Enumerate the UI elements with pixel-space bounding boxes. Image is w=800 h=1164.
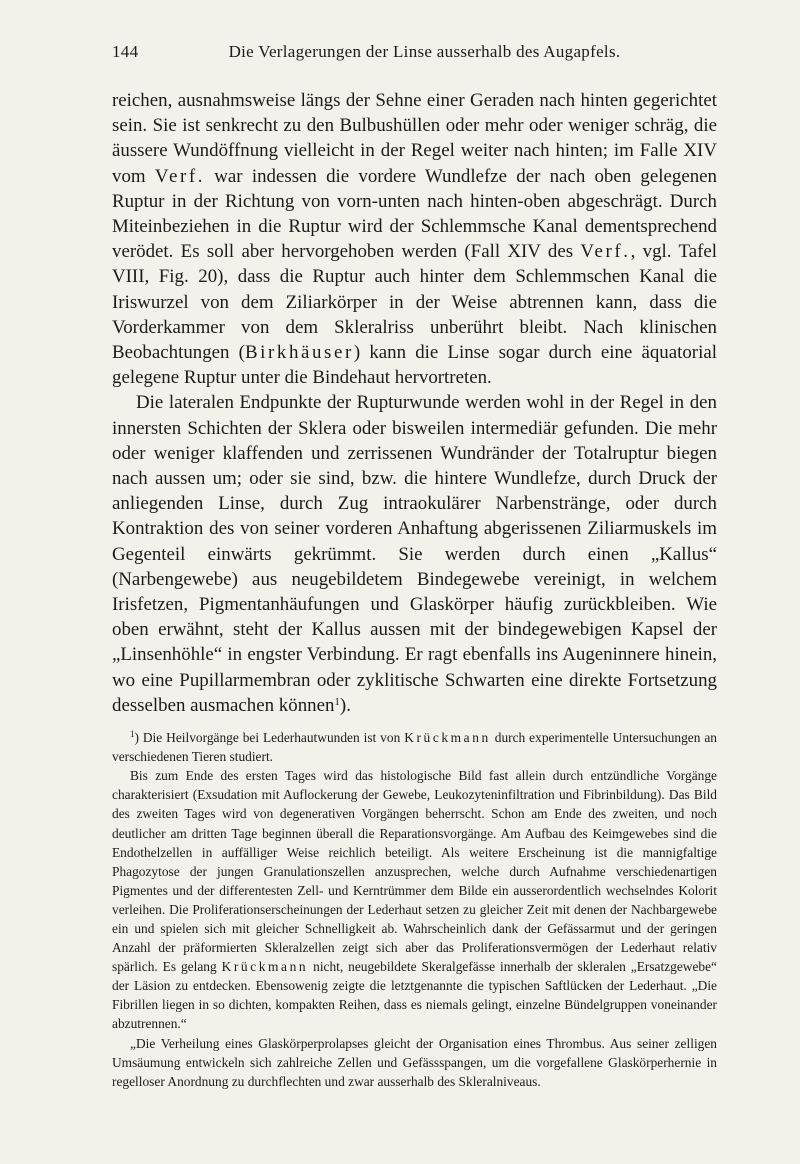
- footnote-reference: 1: [334, 695, 340, 708]
- author-abbrev: Verf.: [580, 241, 631, 263]
- text-run: nicht, neugebildete Skeralgefässe innerhalb der skleralen „Ersatzgewebe“ der Läsion zu entdecken. Ebensowenig zeigte die letztgenannte die typischen Saftlücken der Lederhaut. „Die Fibrillen liegen in so dichten, kompakten Reihen, dass es niemals gelingt, einzelne Bündelgruppen voneinander abzutrennen.“: [112, 959, 717, 1032]
- author-name: Krückmann: [221, 959, 309, 975]
- paragraph-1: [112, 88, 717, 390]
- footnote-paragraph: „Die Verheilung eines Glaskörperprolapses gleicht der Organisation eines Thrombus. Aus seiner zelligen Umsäumung entwickeln sich zahlreiche Zellen und Gefässspangen, um die vorgefallene Glaskörperhernie in regelloser Anordnung zu durchflechten und zwar ausserhalb des Skleralniveaus.: [112, 1035, 717, 1089]
- text-run: ) Die Heilvorgänge bei Lederhautwunden ist von: [134, 730, 405, 746]
- book-page: [112, 42, 717, 1091]
- running-title: Die Verlagerungen der Linse ausserhalb des Augapfels.: [228, 42, 621, 61]
- paragraph-2: [112, 390, 717, 718]
- text-run: war indessen die vordere Wundlefze der nach oben gelegenen Ruptur in der Richtung von vorn-unten nach hinten-oben abgeschrägt. Durch Miteinbeziehen in die Ruptur wird der Schlemmsche Kanal dementsprechend verödet. Es soll aber hervorgehoben werden (Fall XIV des: [112, 165, 717, 263]
- page-header: [112, 42, 717, 68]
- text-run: durch experimentelle Untersuchungen an verschiedenen Tieren studiert.: [112, 730, 717, 765]
- text-run: reichen, ausnahmsweise längs der Sehne einer Geraden nach hinten gegerichtet sein. Sie ist senkrecht zu den Bulbushüllen oder mehr oder weniger schräg, die äussere Wundöffnung vielleicht in der Regel weiter nach hinten; im Falle XIV vom: [112, 90, 717, 187]
- footnotes: [112, 728, 717, 1091]
- text-run: ).: [339, 694, 351, 716]
- text-run: Die lateralen Endpunkte der Rupturwunde werden wohl in der Regel in den innersten Schichten der Sklera oder bisweilen intermediär gefunden. Die mehr oder weniger klaffenden und zerrissenen Wundränder der Totalruptur biegen nach aussen um; oder sie sind, bzw. die hintere Wundlefze, durch Druck der anliegenden Linse, durch Zug intraokulärer Narbenstränge, oder durch Kontraktion des von seiner vorderen Anhaftung abgerissenen Ziliarmuskels im Gegenteil einwärts gekrümmt. Sie werden durch einen „Kallus“ (Narbengewebe) aus neugebildetem Bindegewebe vereinigt, in welchem Irisfetzen, Pigmentanhäufungen und Glaskörper häufig zurückbleiben. Wie oben erwähnt, steht der Kallus aussen mit der bindegewebigen Kapsel der „Linsenhöhle“ in engster Verbindung. Er ragt ebenfalls ins Augeninnere hinein, wo eine Pupillarmembran oder zyklitische Schwarten eine direkte Fortsetzung desselben ausmachen können: [112, 392, 717, 716]
- main-text: [112, 88, 717, 718]
- footnote-mark: 1: [130, 729, 135, 740]
- text-run: ) kann die Linse sogar durch eine äquatorial gelegene Ruptur unter die Bindehaut hervortreten.: [112, 342, 717, 389]
- footnote-paragraph: [112, 766, 717, 1033]
- author-name: Krückmann: [404, 730, 491, 746]
- page-number: 144: [112, 42, 139, 61]
- author-abbrev: Verf.: [154, 165, 206, 187]
- author-name: Birkhäuser: [244, 342, 354, 364]
- text-run: Bis zum Ende des ersten Tages wird das histologische Bild fast allein durch entzündliche Vorgänge charakterisiert (Exsudation mit Auflockerung der Gewebe, Leukozyteninfiltration und Fibrinbildung). Das Bild des zweiten Tages wird von degenerativen Vorgängen beherrscht. Schon am Ende des zweiten, und noch deutlicher am dritten Tage beginnen überall die Reparationsvorgänge. Am Aufbau des Keimgewebes sind die Endothelzellen in auffälliger Weise reichlich beteiligt. Als weitere Erscheinung ist die mannigfaltige Phagozytose der jungen Granulationszellen anzusprechen, welche durch Aufnahme verschiedenartigen Pigmentes und der differentesten Zell- und Kerntrümmer dem Bilde ein ausserordentlich wechselndes Kolorit verleihen. Die Proliferationserscheinungen der Lederhaut setzen zu gleicher Zeit mit denen der Nachbargewebe ein und spielen sich mit gleicher Schnelligkeit ab. Wahrscheinlich dank der Gefässarmut und der geringen Anzahl der präformierten Skleralzellen zeigt sich aber das Proliferationsvermögen der Lederhaut relativ spärlich. Es gelang: [112, 768, 717, 975]
- footnote-1: [112, 728, 717, 766]
- text-run: , vgl. Tafel VIII, Fig. 20), dass die Ruptur auch hinter dem Schlemmschen Kanal die Iriswurzel von dem Ziliarkörper in der Weise abtrennen kann, dass die Vorderkammer von dem Skleralriss unberührt bleibt. Nach klinischen Beobachtungen (: [112, 241, 718, 364]
